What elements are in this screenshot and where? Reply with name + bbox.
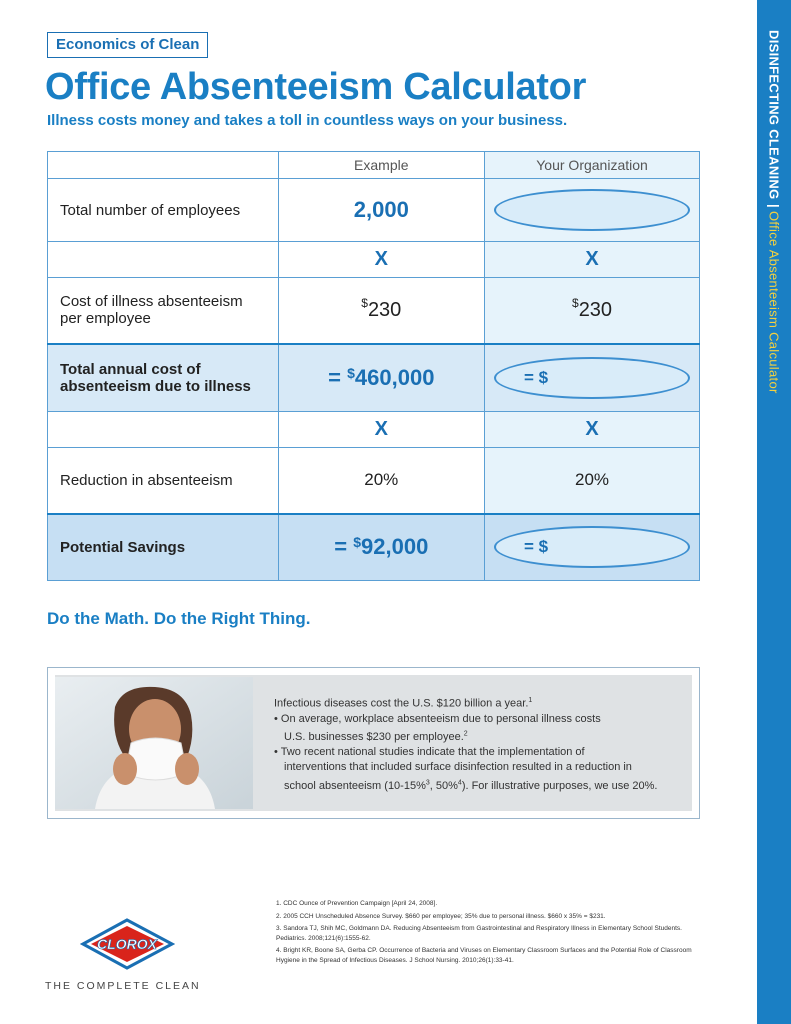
sneezing-woman-photo bbox=[55, 677, 253, 809]
cost-label-line1: Cost of illness absenteeism bbox=[60, 293, 243, 311]
employees-example-value: 2,000 bbox=[353, 197, 409, 222]
info-text bbox=[274, 693, 684, 794]
sidebar-topic: Office Absenteeism Calculator bbox=[766, 211, 782, 395]
info-bullet-1: • On average, workplace absenteeism due to personal illness costs U.S. businesses $230 per employee.$^2$ bbox=[274, 712, 601, 744]
cost-example-value: $230 bbox=[361, 295, 402, 321]
table-row-total-annual-cost bbox=[48, 344, 700, 412]
reference-3: 3. Sandora TJ, Shih MC, Goldmann DA. Reducing Absenteeism from Gastrointestinal and Respiratory Illness in Elementary School Students. Pediatrics. 2008;121(6):1555-62. bbox=[276, 925, 682, 942]
table-header-row bbox=[48, 152, 700, 179]
sidebar-band bbox=[757, 0, 791, 1024]
header-empty-cell bbox=[48, 152, 279, 179]
info-line-1: Infectious diseases cost the U.S. $120 billion a year.$^1$ bbox=[274, 697, 533, 710]
info-box bbox=[47, 667, 700, 819]
info-bullet-2: • Two recent national studies indicate that the implementation of interventions that included surface disinfection resulted in a reduction in school absenteeism (10-15%$^3$, 50%$^4$). For illustrative purposes, we use 20%. bbox=[274, 746, 658, 792]
total-label bbox=[48, 344, 279, 412]
table-row-cost-per-employee bbox=[48, 278, 700, 344]
header-your-organization: Your Organization bbox=[485, 152, 700, 179]
employees-input-oval[interactable] bbox=[494, 189, 690, 231]
svg-text:CLOROX: CLOROX bbox=[97, 936, 157, 952]
total-label-line1: Total annual cost of bbox=[60, 360, 201, 378]
reduction-example-value: 20% bbox=[364, 470, 399, 490]
multiply-sign-example: X bbox=[374, 248, 388, 270]
multiply-sign-org: X bbox=[585, 248, 599, 270]
sidebar-title bbox=[757, 30, 791, 450]
references-list bbox=[276, 899, 696, 968]
cost-org-value: $230 bbox=[572, 295, 613, 321]
table-row-reduction bbox=[48, 448, 700, 514]
table-row-multiply-1 bbox=[48, 242, 700, 278]
reference-1: 1. CDC Ounce of Prevention Campaign [April 24, 2008]. bbox=[276, 900, 438, 907]
math-tagline: Do the Math. Do the Right Thing. bbox=[47, 609, 311, 628]
total-example-value: = $460,000 bbox=[328, 364, 435, 390]
table-row-employees bbox=[48, 179, 700, 242]
reduction-org-value: 20% bbox=[575, 470, 610, 490]
header-example: Example bbox=[278, 152, 485, 179]
sidebar-separator: | bbox=[766, 203, 782, 208]
total-input-prefix: = $ bbox=[524, 367, 549, 387]
savings-input-prefix: = $ bbox=[524, 537, 549, 557]
page-title: Office Absenteeism Calculator bbox=[45, 66, 587, 108]
reference-4: 4. Bright KR, Boone SA, Gerba CP. Occurrence of Bacteria and Viruses on Elementary Classroom Surfaces and the Potential Role of Classroom Hygiene in the Spread of Infectious Diseases. J School Nursing. 2010;26(1):33-41. bbox=[276, 947, 692, 964]
calculator-table bbox=[47, 151, 700, 581]
reduction-label: Reduction in absenteeism bbox=[48, 448, 279, 514]
table-row-multiply-2 bbox=[48, 412, 700, 448]
reference-2: 2. 2005 CCH Unscheduled Absence Survey. $660 per employee; 35% due to personal illness. $660 x 35% = $231. bbox=[276, 912, 606, 920]
table-row-savings bbox=[48, 514, 700, 581]
section-tag: Economics of Clean bbox=[47, 32, 208, 58]
sidebar-section: DISINFECTING CLEANING bbox=[766, 30, 782, 200]
page-subtitle: Illness costs money and takes a toll in countless ways on your business. bbox=[47, 112, 568, 129]
total-label-line2: absenteeism due to illness bbox=[60, 377, 251, 395]
total-input-oval[interactable] bbox=[494, 357, 690, 399]
multiply-sign-example-2: X bbox=[374, 418, 388, 440]
savings-label: Potential Savings bbox=[48, 514, 279, 581]
employees-label: Total number of employees bbox=[48, 179, 279, 242]
savings-example-value: = $92,000 bbox=[334, 534, 429, 560]
brand-tagline: THE COMPLETE CLEAN bbox=[45, 980, 201, 992]
multiply-sign-org-2: X bbox=[585, 418, 599, 440]
cost-label bbox=[48, 278, 279, 344]
cost-label-line2: per employee bbox=[60, 310, 151, 328]
clorox-logo bbox=[80, 918, 175, 970]
savings-input-oval[interactable] bbox=[494, 526, 690, 568]
